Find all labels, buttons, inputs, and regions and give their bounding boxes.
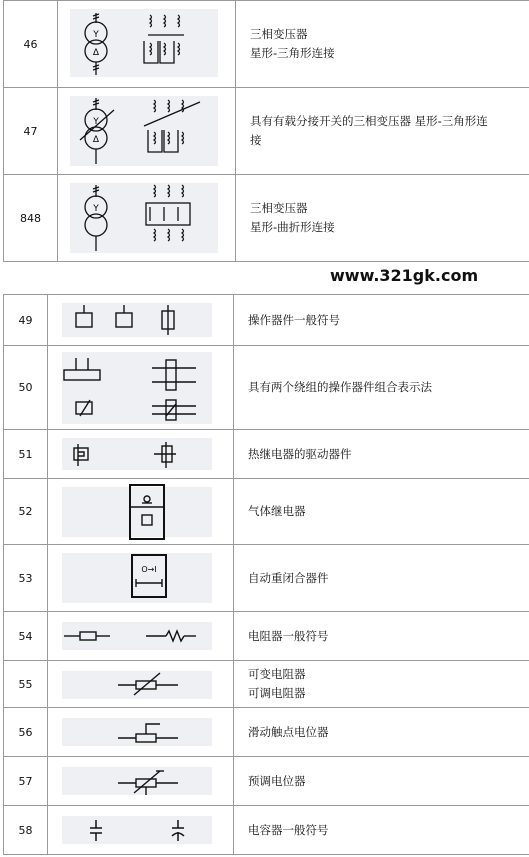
table-row bbox=[4, 295, 529, 346]
symbol-cell bbox=[48, 479, 234, 545]
description-line: 星形-三角形连接 bbox=[250, 46, 335, 60]
description-cell bbox=[234, 295, 529, 346]
description-line: 气体继电器 bbox=[248, 504, 306, 518]
description-line: 预调电位器 bbox=[248, 773, 306, 788]
delta-label: Δ bbox=[92, 48, 100, 58]
row-number: 47 bbox=[4, 88, 58, 175]
description-cell bbox=[234, 430, 529, 479]
row-number: 55 bbox=[4, 661, 48, 708]
table-row bbox=[4, 708, 529, 757]
description-line: 电阻器一般符号 bbox=[248, 628, 329, 643]
transformer-symbol-table bbox=[3, 0, 529, 262]
description-line: 操作器件一般符号 bbox=[248, 312, 340, 327]
description-line: 自动重闭合器件 bbox=[248, 570, 329, 585]
symbol-cell bbox=[48, 708, 234, 757]
description-line: 可调电阻器 bbox=[248, 686, 306, 700]
sliding-contact-potentiometer-symbol bbox=[48, 708, 234, 757]
resistor-general-symbol bbox=[48, 612, 234, 661]
description-line: 星形-曲折形连接 bbox=[250, 220, 335, 234]
description-line: 三相变压器 bbox=[250, 201, 308, 215]
row-number: 46 bbox=[4, 1, 58, 88]
description-cell bbox=[234, 346, 529, 430]
description-cell bbox=[234, 612, 529, 661]
operating-device-general-symbol bbox=[48, 295, 234, 346]
star-label: Y bbox=[93, 30, 99, 40]
table-row bbox=[4, 757, 529, 806]
symbol-cell bbox=[48, 612, 234, 661]
capacitor-general-symbol bbox=[48, 806, 234, 855]
star-label: Y bbox=[93, 117, 99, 127]
symbol-cell bbox=[58, 1, 236, 88]
description-line: 具有有载分接开关的三相变压器 星形-三角形连 bbox=[250, 114, 488, 128]
operating-device-symbol-table bbox=[3, 294, 529, 855]
variable-resistor-symbol bbox=[48, 661, 234, 708]
symbol-cell bbox=[58, 175, 236, 262]
description-cell bbox=[236, 175, 529, 262]
description-cell bbox=[234, 545, 529, 612]
symbol-cell bbox=[48, 545, 234, 612]
row-number: 57 bbox=[4, 757, 48, 806]
symbol-cell bbox=[48, 346, 234, 430]
description-cell bbox=[234, 806, 529, 855]
site-watermark: www.321gk.com bbox=[330, 266, 479, 285]
row-number: 54 bbox=[4, 612, 48, 661]
table-row bbox=[4, 479, 529, 545]
auto-reclosing-device-symbol bbox=[48, 545, 234, 612]
symbol-cell bbox=[48, 430, 234, 479]
thermal-relay-actuator-symbol bbox=[48, 430, 234, 479]
row-number: 53 bbox=[4, 545, 48, 612]
table-row bbox=[4, 88, 529, 175]
two-winding-operating-device-symbol bbox=[48, 346, 234, 430]
description-line: 电容器一般符号 bbox=[248, 822, 329, 837]
table-row bbox=[4, 661, 529, 708]
three-phase-transformer-star-delta-symbol bbox=[58, 1, 236, 88]
description-line: 滑动触点电位器 bbox=[248, 724, 329, 739]
description-line: 热继电器的驱动器件 bbox=[248, 446, 352, 461]
description-cell bbox=[234, 661, 529, 708]
table-row bbox=[4, 612, 529, 661]
three-phase-transformer-star-zigzag-symbol bbox=[58, 175, 236, 262]
star-label: Y bbox=[93, 204, 99, 214]
description-line: 三相变压器 bbox=[250, 27, 308, 41]
row-number: 52 bbox=[4, 479, 48, 545]
on-load-tap-changer-transformer-symbol bbox=[58, 88, 236, 175]
gas-relay-symbol bbox=[48, 479, 234, 545]
table-row bbox=[4, 806, 529, 855]
row-number: 56 bbox=[4, 708, 48, 757]
description-cell bbox=[234, 757, 529, 806]
row-number: 51 bbox=[4, 430, 48, 479]
description-cell bbox=[234, 708, 529, 757]
row-number: 50 bbox=[4, 346, 48, 430]
row-number: 58 bbox=[4, 806, 48, 855]
table-row bbox=[4, 346, 529, 430]
symbol-cell bbox=[48, 295, 234, 346]
preset-potentiometer-symbol bbox=[48, 757, 234, 806]
description-line: 可变电阻器 bbox=[248, 667, 306, 681]
description-cell bbox=[234, 479, 529, 545]
symbol-cell bbox=[48, 757, 234, 806]
row-number: 848 bbox=[4, 175, 58, 262]
delta-label: Δ bbox=[92, 135, 100, 145]
symbol-cell bbox=[48, 806, 234, 855]
table-row bbox=[4, 545, 529, 612]
table-row bbox=[4, 430, 529, 479]
table-row bbox=[4, 1, 529, 88]
description-cell bbox=[236, 88, 529, 175]
table-row bbox=[4, 175, 529, 262]
symbol-cell bbox=[58, 88, 236, 175]
symbol-cell bbox=[48, 661, 234, 708]
description-line: 接 bbox=[250, 133, 262, 147]
description-cell bbox=[236, 1, 529, 88]
reclose-arrow-label: O→I bbox=[141, 565, 157, 574]
row-number: 49 bbox=[4, 295, 48, 346]
description-line: 具有两个绕组的操作器件组合表示法 bbox=[248, 380, 432, 394]
